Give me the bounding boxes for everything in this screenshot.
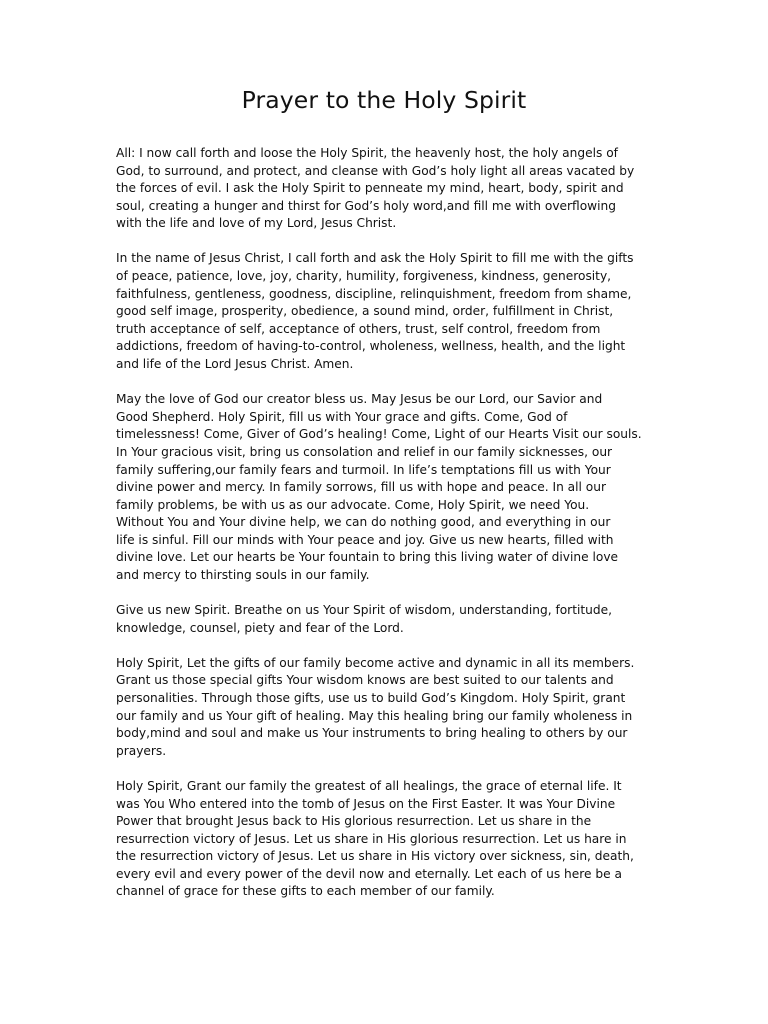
paragraph-family-gifts: Holy Spirit, Let the gifts of our family become active and dynamic in all its members. Grant us those special gifts Your wisdom knows are best suited to our talents and personalities. Through those gifts, use us to build God’s Kingdom. Holy Spirit, grant our family and us Your gift of healing. May this healing bring our family wholeness in body,mind and soul and make us Your instruments to bring healing to others by our prayers. [116,655,635,758]
paragraph-eternal-life: Holy Spirit, Grant our family the greatest of all healings, the grace of eternal life. It was You Who entered into the tomb of Jesus on the First Easter. It was Your Divine Power that brought Jesus back to His glorious resurrection. Let us share in the resurrection victory of Jesus. Let us share in His glorious resurrection. Let us hare in the resurrection victory of Jesus. Let us share in His victory over sickness, sin, death, every evil and every power of the devil now and eternally. Let each of us here be a channel of grace for these gifts to each member of our family. [116,778,634,899]
document-body [116,145,658,919]
paragraph-blessing: May the love of God our creator bless us. May Jesus be our Lord, our Savior and Good Shepherd. Holy Spirit, fill us with Your grace and gifts. Come, God of timelessness! Come, Giver of God’s healing! Come, Light of our Hearts Visit our souls. In Your gracious visit, bring us consolation and relief in our family sicknesses, our family suffering,our family fears and turmoil. In life’s temptations fill us with Your divine power and mercy. In family sorrows, fill us with hope and peace. In all our family problems, be with us as our advocate. Come, Holy Spirit, we need You. Without You and Your divine help, we can do nothing good, and everything in our life is sinful. Fill our minds with Your peace and joy. Give us new hearts, filled with divine love. Let our hearts be Your fountain to bring this living water of divine love and mercy to thirsting souls in our family. [116,392,642,583]
document-title: Prayer to the Holy Spirit [241,86,527,114]
paragraph-invocation: All: I now call forth and loose the Holy Spirit, the heavenly host, the holy angels of God, to surround, and protect, and cleanse with God’s holy light all areas vacated by the forces of evil. I ask the Holy Spirit to penneate my mind, heart, body, spirit and soul, creating a hunger and thirst for God’s holy word,and fill me with overflowing with the life and love of my Lord, Jesus Christ. [116,146,635,231]
paragraph-new-spirit: Give us new Spirit. Breathe on us Your Spirit of wisdom, understanding, fortitude, knowledge, counsel, piety and fear of the Lord. [116,603,612,635]
paragraph-gifts-list: In the name of Jesus Christ, I call forth and ask the Holy Spirit to fill me with the gifts of peace, patience, love, joy, charity, humility, forgiveness, kindness, generosity, faithfulness, gentleness, goodness, discipline, relinquishment, freedom from shame, good self image, prosperity, obedience, a sound mind, order, fulfillment in Christ, truth acceptance of self, acceptance of others, trust, self control, freedom from addictions, freedom of having-to-control, wholeness, wellness, health, and the light and life of the Lord Jesus Christ. Amen. [116,251,634,372]
